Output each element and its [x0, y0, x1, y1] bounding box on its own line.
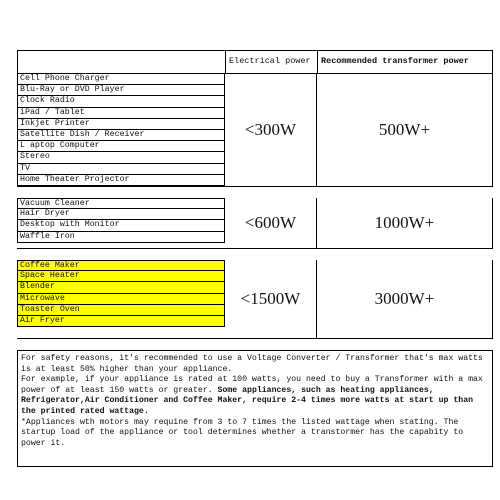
- note-paragraph: *Appliances wth motors may requine from 3 to 7 times the listed wattage when stating. The startup load of the appliance or tool determines whether a transtormer has the capabity to power it.: [21, 417, 464, 448]
- header-electrical-power: Electrical power: [225, 50, 317, 74]
- appliance-item: Cell Phone Charger: [18, 74, 224, 85]
- appliance-item: Desktop with Monitor: [18, 220, 224, 231]
- note-paragraph: [21, 375, 486, 417]
- group-under-600w: [17, 198, 493, 248]
- appliance-item-highlighted: Blender: [18, 282, 224, 293]
- divider: [17, 186, 493, 187]
- appliance-item: L aptop Computer: [18, 141, 224, 152]
- appliance-item: Satellite Dish / Receiver: [18, 130, 224, 141]
- appliance-list: [17, 74, 225, 186]
- appliance-list: [17, 198, 225, 243]
- note-text: For example, if your appliance is rated at 100 watts, you need to buy a Transformer with a max power of at least 150 watts or greater.: [21, 375, 483, 395]
- safety-note: [17, 350, 493, 467]
- appliance-item: TV: [18, 164, 224, 175]
- appliance-item-highlighted: Toaster Oven: [18, 305, 224, 316]
- note-paragraph: For safety reasons, it's recommended to use a Voltage Converter / Transformer that's max watts is at least 50% higher than your appliance.: [21, 354, 483, 374]
- divider: [17, 248, 493, 249]
- appliance-item: Stereo: [18, 152, 224, 163]
- appliance-item: Clock Radio: [18, 96, 224, 107]
- electrical-power-value: <1500W: [225, 260, 317, 338]
- header-item-cell: [17, 50, 225, 74]
- appliance-item: Hair Dryer: [18, 209, 224, 220]
- appliance-item-highlighted: Space Heater: [18, 271, 224, 282]
- appliance-item: iPad / Tablet: [18, 108, 224, 119]
- appliance-item: Waffle Iron: [18, 232, 224, 243]
- appliance-item: Blu-Ray or DVD Player: [18, 85, 224, 96]
- appliance-item-highlighted: Air Fryer: [18, 316, 224, 327]
- recommended-power-value: 1000W+: [317, 198, 493, 248]
- header-recommended-transformer-power: Recommended transformer power: [317, 50, 493, 74]
- appliance-item-highlighted: Coffee Maker: [18, 260, 224, 271]
- appliance-list: [17, 260, 225, 327]
- note-bold-text: Some appliances, such as heating appliances, Refrigerator,Air Conditioner and Coffee Maker, require 2-4 times more watts at start up than the printed rated wattage.: [21, 385, 474, 416]
- appliance-item: Vacuum Cleaner: [18, 198, 224, 209]
- group-under-1500w: [17, 260, 493, 338]
- transformer-power-table: [17, 50, 493, 476]
- appliance-item: Inkjet Printer: [18, 119, 224, 130]
- recommended-power-value: 500W+: [317, 74, 493, 186]
- appliance-item-highlighted: Microwave: [18, 294, 224, 305]
- group-under-300w: [17, 74, 493, 186]
- appliance-item: Home Theater Projector: [18, 175, 224, 186]
- electrical-power-value: <300W: [225, 74, 317, 186]
- recommended-power-value: 3000W+: [317, 260, 493, 338]
- divider: [17, 338, 493, 339]
- electrical-power-value: <600W: [225, 198, 317, 248]
